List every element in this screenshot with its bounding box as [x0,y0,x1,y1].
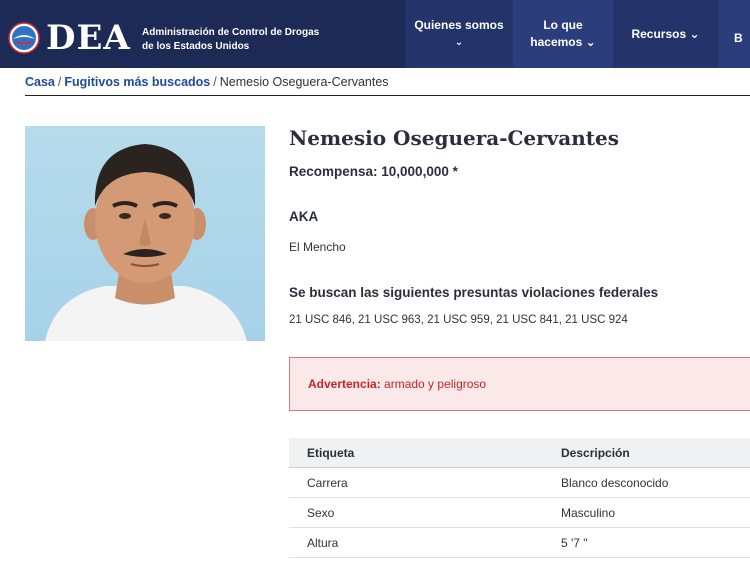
agency-name-line2: de los Estados Unidos [142,41,250,52]
nav-truncated-item[interactable] [718,0,750,68]
breadcrumb-divider [25,95,750,96]
breadcrumb-section-link[interactable]: Fugitivos más buscados [64,75,211,89]
nav-lo-que-hacemos[interactable] [513,0,613,68]
reward-amount: Recompensa: 10,000,000 * [289,164,458,179]
warning-message [308,377,486,391]
table-cell-value: 5 '7 " [561,536,588,550]
details-table [289,438,750,558]
nav-quienes-somos[interactable] [405,0,513,68]
fugitive-photo [25,126,265,341]
dea-wordmark[interactable]: DEA [46,18,131,58]
nav-recursos-label: Recursos ⌄ [631,26,700,41]
breadcrumb [25,75,389,89]
table-cell-value: Blanco desconocido [561,476,669,490]
breadcrumb-separator: / [213,75,217,89]
aka-value: El Mencho [289,240,346,254]
violations-heading: Se buscan las siguientes presuntas violaciones federales [289,285,659,300]
violations-list: 21 USC 846, 21 USC 963, 21 USC 959, 21 USC 841, 21 USC 924 [289,314,628,326]
breadcrumb-home-link[interactable]: Casa [25,75,55,89]
nav-lo-que-hacemos-line1: Lo que [543,18,583,32]
agency-name [142,26,342,54]
nav-truncated-label: B [734,30,743,45]
table-row [289,528,750,558]
table-header-row [289,438,750,468]
warning-alert [289,357,750,411]
table-header-label: Etiqueta [307,446,355,460]
nav-quienes-somos-label: Quienes somos [414,18,504,32]
table-cell-label: Sexo [307,506,335,520]
table-cell-value: Masculino [561,506,616,520]
table-row [289,498,750,528]
table-cell-label: Altura [307,536,339,550]
chevron-down-icon: ⌄ [454,37,464,48]
portrait-illustration [25,126,265,341]
breadcrumb-current: Nemesio Oseguera-Cervantes [219,75,389,89]
table-header-description: Descripción [561,446,630,460]
breadcrumb-separator: / [57,75,62,89]
dea-seal-icon[interactable] [8,22,40,54]
table-cell-label: Carrera [307,476,348,490]
table-row [289,468,750,498]
warning-text: armado y peligroso [380,377,487,391]
site-header [0,0,750,68]
nav-recursos[interactable] [613,0,718,68]
agency-name-line1: Administración de Control de Drogas [142,27,320,38]
fugitive-name: Nemesio Oseguera-Cervantes [289,126,620,150]
warning-label: Advertencia: [308,377,381,391]
nav-lo-que-hacemos-line2: hacemos ⌄ [530,35,596,49]
aka-heading: AKA [289,209,319,224]
